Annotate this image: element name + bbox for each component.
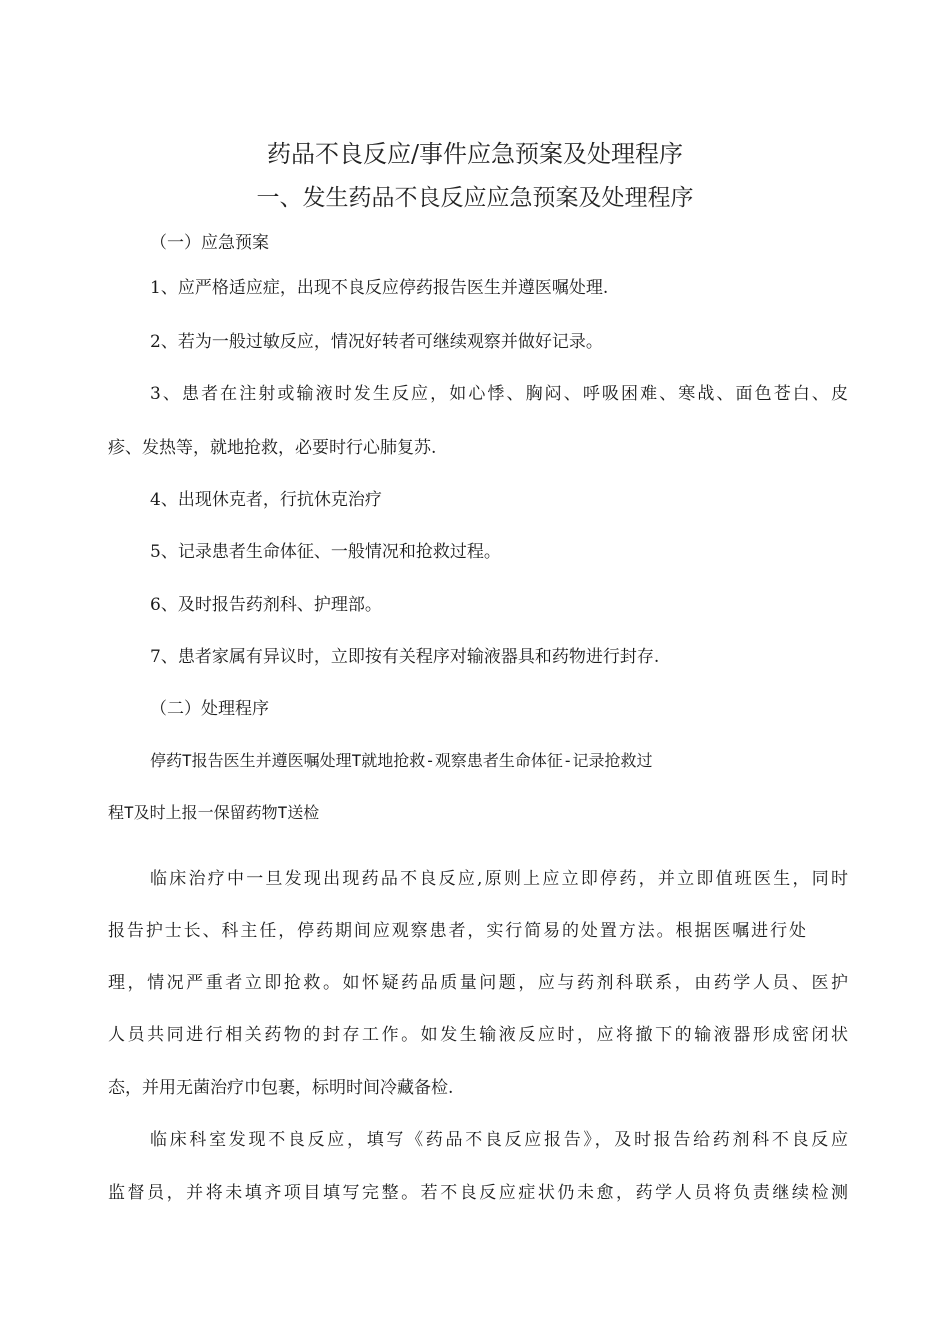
section-heading-emergency-plan: （一）应急预案 xyxy=(150,233,269,253)
body-paragraph-line: 报告护士长、科主任，停药期间应观察患者，实行简易的处置方法。根据医嘱进行处 xyxy=(108,921,806,941)
procedure-flow-continuation: 程T及时上报一保留药物T送检 xyxy=(108,803,320,822)
plan-item-continuation: 疹、发热等，就地抢救，必要时行心肺复苏. xyxy=(108,438,437,458)
document-title: 药品不良反应/事件应急预案及处理程序 xyxy=(266,140,684,168)
body-paragraph-line: 临床科室发现不良反应，填写《药品不良反应报告》，及时报告给药剂科不良反应 xyxy=(150,1130,848,1150)
plan-item: 1、应严格适应症，出现不良反应停药报告医生并遵医嘱处理. xyxy=(150,278,609,298)
body-paragraph-line: 监督员，并将未填齐项目填写完整。若不良反应症状仍未愈，药学人员将负责继续检测 xyxy=(108,1183,848,1203)
plan-item: 4、出现休克者，行抗休克治疗 xyxy=(150,490,382,510)
plan-item: 3、患者在注射或输液时发生反应，如心悸、胸闷、呼吸困难、寒战、面色苍白、皮 xyxy=(150,384,848,404)
plan-item: 2、若为一般过敏反应，情况好转者可继续观察并做好记录。 xyxy=(150,332,603,352)
document-subtitle: 一、发生药品不良反应应急预案及处理程序 xyxy=(256,185,694,211)
plan-item: 7、患者家属有异议时，立即按有关程序对输液器具和药物进行封存. xyxy=(150,647,660,667)
body-paragraph-line: 人员共同进行相关药物的封存工作。如发生输液反应时，应将撤下的输液器形成密闭状 xyxy=(108,1025,848,1045)
body-paragraph-line: 理，情况严重者立即抢救。如怀疑药品质量问题，应与药剂科联系，由药学人员、医护 xyxy=(108,973,848,993)
body-paragraph-line: 临床治疗中一旦发现出现药品不良反应,原则上应立即停药，并立即值班医生，同时 xyxy=(150,869,848,889)
plan-item: 6、及时报告药剂科、护理部。 xyxy=(150,595,382,615)
procedure-flow: 停药T报告医生并遵医嘱处理T就地抢救-观察患者生命体征-记录抢救过 xyxy=(150,751,653,770)
section-heading-procedure: （二）处理程序 xyxy=(150,699,269,719)
body-paragraph-line: 态，并用无菌治疗巾包裹，标明时间冷藏备检. xyxy=(108,1078,454,1098)
plan-item: 5、记录患者生命体征、一般情况和抢救过程。 xyxy=(150,542,501,562)
